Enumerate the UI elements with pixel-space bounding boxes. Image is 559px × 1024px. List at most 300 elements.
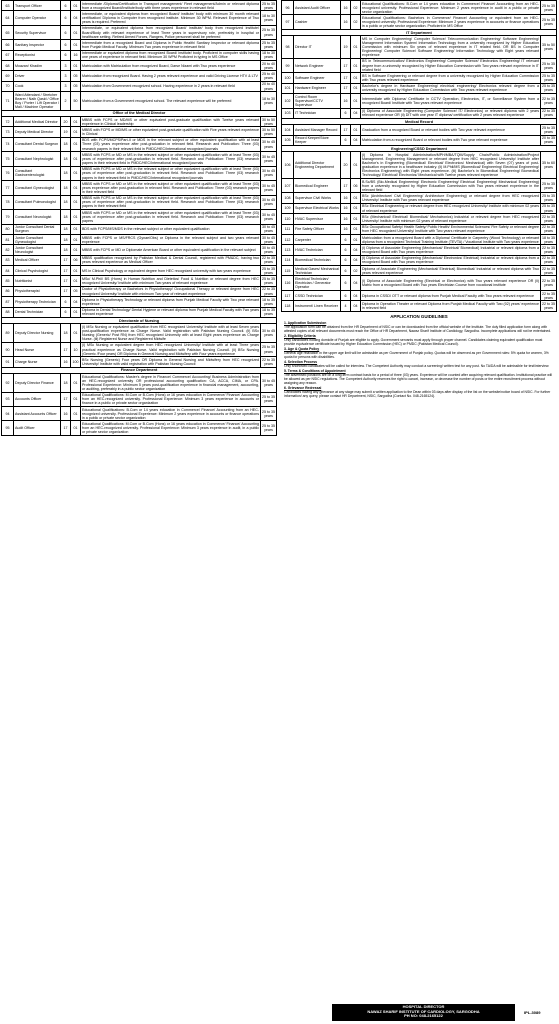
serial-number: 99	[282, 58, 294, 72]
post-name: Network Engineer	[294, 58, 341, 72]
post-name: Accounts Officer	[14, 392, 61, 406]
post-name: Supervisor Civil Works	[294, 193, 341, 203]
post-name: Consultant Neurologist	[14, 210, 61, 224]
serial-number: 111	[282, 224, 294, 234]
qualification: BSc (Architecture/ Civil Engineering/ Architecture Engineering) or relevant degree from HEC recognized University/ Institute with Two years relevant experience	[362, 194, 539, 203]
serial-number: 69	[2, 71, 14, 81]
serial-number: 101	[282, 83, 294, 93]
age-limit: 25 to 35 years	[262, 40, 275, 49]
qualification: Graduation from a recognized Board or relevant bodies with Two year relevant experience	[361, 125, 541, 135]
section-title: Engineering/CSSD Department	[282, 145, 557, 151]
bps-grade: 6	[61, 40, 71, 50]
post-row	[282, 224, 557, 234]
serial-number: 72	[2, 117, 14, 127]
post-row	[282, 83, 557, 93]
serial-number: 105	[282, 135, 294, 145]
serial-number: 86	[2, 286, 14, 296]
bps-grade: 17	[61, 421, 71, 435]
post-count: 01	[71, 392, 81, 406]
serial-number: 107	[282, 179, 294, 193]
bps-grade: 6	[341, 255, 351, 265]
post-name: Assistant Accounts Officer	[14, 406, 61, 420]
qualification: MBBS with FCPS or MD/MS or other equivalent post-graduate qualification with Five years relevant experience in Clinical	[82, 128, 259, 137]
qualification: BSc Occupational Safety/ Health Safety/ Public Health/ Environmental Sciences/ Fire Safety or relevant degree from HEC recognized University/ Institute with Two years relevant experience	[362, 225, 539, 234]
guideline-heading: 5. Terms & Conditions of Appointment	[284, 368, 346, 373]
age-limit: 22 to 35 years	[542, 256, 555, 265]
serial-number: 110	[282, 214, 294, 224]
qualification: Intermediate, or equivalent diploma from recognized Board/ institute/ body with minimum 30 month relevant certification/ Diploma in Computer from recognized institute. Minimum 30 WPM. Relevant Experience of Two years is required. Preferred	[82, 11, 259, 25]
age-limit: 25 to 40 years	[262, 72, 275, 81]
qualification: Intermediate from a recognized Board and Diploma in Public Health/ Sanitary Inspector or relevant diploma from Punjab Medical Faculty. Minimum Two years experience in relevant field	[82, 40, 259, 49]
post-count: 01	[71, 195, 81, 209]
post-name: Medical Gases/ Mechanical Technician	[295, 266, 339, 275]
post-row	[2, 1, 277, 11]
bps-grade: 16	[341, 224, 351, 234]
post-name: Assistant Manager Record	[294, 125, 341, 135]
age-limit: 22 to 35 years	[542, 291, 555, 300]
qualification: MBBS with FCPS or MD or MS in the relevant subject or other equivalent qualification with at least Three (03) years of experience after post-graduation in relevant field. Research and Publication: Three (03) research papers	[82, 210, 259, 223]
post-row	[2, 92, 277, 111]
post-count: 01	[71, 25, 81, 39]
qualification: (i) Diploma in Hospital Administration/MPH/MBA/TQM/Supply Chain/Public Administration/Project Management. Engineering Management or relevant degree from HEC recognized University/ Institute after Bachelor's in Engineering (Biomedical/ Electrical/ Electronics/ Mechanical) with Seven (07) years of post-graduation experience in a healthcare industry. (ii) M.Phil/MS (Biomedical/ Engineering/ Electrical Engineering/ Electronics Engineering) with Eight years experience. (iii) Bachelor's in Biomedical Engineering/ Biomedical Technology/ Electrical/ Electronics/ Mechanical with Twelve years relevant experience	[362, 152, 539, 178]
bps-grade: 17	[61, 342, 71, 356]
post-count: 01	[351, 203, 361, 213]
right-column	[281, 0, 557, 399]
posts-table-right	[281, 0, 557, 312]
post-count: 02	[351, 1, 361, 15]
serial-number: 88	[2, 307, 14, 317]
post-count: 01	[351, 234, 361, 244]
post-name: Cook	[14, 81, 61, 91]
post-row	[282, 152, 557, 179]
post-name: Driver	[14, 71, 61, 81]
application-guidelines	[281, 312, 557, 399]
section-title: Directorate of Nursing	[2, 317, 277, 323]
post-count: 01	[71, 166, 81, 180]
post-row	[2, 25, 277, 39]
serial-number: 78	[2, 195, 14, 209]
qualification: MBBS with FCPS or MD or Diplomate American Board or other equivalent qualification in the relevant subject	[81, 245, 261, 255]
post-count: 01	[71, 245, 81, 255]
bps-grade: 16	[61, 406, 71, 420]
post-count: 06	[71, 255, 81, 265]
post-name: Charge Nurse	[14, 357, 61, 367]
post-count: 01	[351, 125, 361, 135]
qualification: BDS with FCPS/MS/MDS in the relevant subject or other equivalent qualification	[81, 224, 261, 234]
age-limit: 30 to 50 years	[262, 117, 275, 126]
post-row	[2, 406, 277, 420]
bps-grade: 17	[341, 179, 351, 193]
post-name: Junior Consultant Neurologist	[14, 245, 61, 255]
qualification: B.Sc/BS (Bio-Medical Engineering/ Electronic Engineering/ Electrical Engineering/ Mechanical Engineering) from a university recognized by Higher Education Commission with Two years relevant experience in the relevant field	[362, 179, 539, 192]
post-count: 01	[71, 137, 81, 151]
age-limit: 25 to 35 years	[261, 421, 277, 435]
post-name: Sanitary Inspector	[14, 40, 61, 50]
serial-number: 87	[2, 297, 14, 307]
post-count: 06	[351, 179, 361, 193]
qualification: Educational Qualifications: B.Com or 14 years education in Commerce/ Finance/ Accounting from an HEC-recognized university. Professional Experience: Minimum 2 years experience in audit in a public or private sector organization	[362, 1, 539, 14]
post-name: Control Room Supervisor/CCTV Supervisor	[294, 94, 341, 108]
post-name: Consultant Dental Surgeon	[14, 137, 61, 151]
post-row	[2, 297, 277, 307]
bps-grade: 18	[61, 324, 71, 343]
post-name: Director IT	[294, 36, 341, 59]
qualification: Educational Qualifications: Bachelors in Commerce/ Finance/ Accounting or equivalent from an HEC-recognized university. Professional Experience: Minimum 2 years experience in accounts or finance operations in a public or private sector organization. Proficient in MS Office	[362, 16, 539, 29]
post-name: Assistant Audit Officer	[294, 1, 341, 15]
age-limit: 25 to 35 years	[261, 342, 277, 356]
post-row	[282, 193, 557, 203]
serial-number: 65	[2, 25, 14, 39]
qualification: Bachelor's degree in Hardware Engineering/ electrical engineering/ Electronics relevant degree from a university recognized by Higher Education Commission with Two years relevant experience	[362, 84, 539, 93]
bps-grade: 4	[341, 301, 351, 311]
post-row	[282, 276, 557, 290]
serial-number: 64	[2, 11, 14, 25]
left-column	[1, 0, 277, 436]
guideline-heading: 1. Application Submission	[284, 320, 327, 325]
bps-grade: 19	[61, 127, 71, 137]
post-count: 05	[71, 81, 81, 91]
post-row	[2, 181, 277, 195]
post-name: Fire Safety Officer	[294, 224, 341, 234]
age-limit: 25 to 35 years	[541, 15, 557, 29]
age-limit: 22 to 35 years	[542, 266, 555, 275]
bps-grade: 17	[341, 83, 351, 93]
post-count: 50	[71, 92, 81, 111]
age-limit: 18 to 35 years	[542, 235, 555, 244]
post-name: Biomedical Technician	[294, 255, 341, 265]
age-limit: 25 to 35 years	[541, 58, 557, 72]
age-limit: 18 to 30 years	[261, 11, 277, 25]
post-name: HVAC Technician	[294, 245, 341, 255]
bps-grade: 6	[341, 234, 351, 244]
qualification: MBBS qualification recognized by Pakistan Medical & Dental Council, registered with PM&DC, having two years relevant experience as Medical Officer	[82, 256, 259, 265]
bps-grade: 3	[61, 81, 71, 91]
post-name: Physiotherapy Technician	[14, 297, 61, 307]
post-name: Junior Consultant Gynecologist	[14, 234, 61, 244]
post-name: CSSD Technician	[294, 290, 341, 300]
post-name: HVAC Supervisor	[294, 214, 341, 224]
post-row	[282, 94, 557, 108]
age-limit: 20 to 40 years	[262, 82, 275, 91]
post-count: 01	[351, 214, 361, 224]
serial-number: 109	[282, 203, 294, 213]
qualification: Intermediate /Diploma/Certification in Transport management/ Fleet management/Admin or relevant diploma from a recognized Board/Institute/body with three years experience in relevant field	[82, 1, 259, 10]
bps-grade: 6	[341, 276, 351, 290]
bps-grade: 18	[61, 166, 71, 180]
post-row	[282, 203, 557, 213]
bps-grade: 19	[341, 36, 351, 59]
qualification: Intermediate with Diploma/ Certificate in CCTV Operation, Electronics, IT, or Surveillance System from a recognized Board/ Institute with Two years relevant experience	[361, 94, 541, 108]
post-name: Moazan/ Khadim	[14, 61, 61, 71]
post-row	[282, 255, 557, 265]
post-count: 04	[351, 135, 361, 145]
qualification: MS in Computer Engineering/ Computer Science/ Telecommunication Engineering/ Software Engineering/ Management Information System/ Information Technology from a university recognized by Higher Education Commission with minimum Six years of relevant experience in IT related field. OR BS in Computer Engineering/ Computer Science/ Software Engineering/ Information Technology with Eight years relevant experience	[362, 36, 539, 58]
post-name: IT Technician	[294, 108, 341, 118]
age-limit: 22 to 35 years	[541, 276, 557, 290]
post-row	[2, 276, 277, 286]
post-count: 02	[351, 266, 361, 276]
qualification: (i) Diploma of Associate Engineering (Mechanical/ Electrical/ Biomedical) Industrial or relevant diploma from a recognized Board with Two years experience	[362, 245, 539, 255]
serial-number: 104	[282, 125, 294, 135]
age-limit: 22 to 35 years	[262, 357, 275, 366]
post-count: 04	[351, 276, 361, 290]
serial-number: 108	[282, 193, 294, 203]
footer-line-3: PH NO: 048-2165122	[404, 1013, 443, 1019]
post-row	[282, 234, 557, 244]
bps-grade: 6	[341, 290, 351, 300]
qualification: MBBS with FCPS or MD/MS or other equivalent post-graduate qualification with Twelve years relevant experience in Clinical leadership	[82, 117, 259, 126]
bps-grade: 18	[61, 181, 71, 195]
post-count: 01	[71, 40, 81, 50]
post-row	[2, 50, 277, 60]
serial-number: 81	[2, 234, 14, 244]
serial-number: 76	[2, 166, 14, 180]
bps-grade: 16	[61, 357, 71, 367]
age-limit: 18 to 30 years	[262, 51, 275, 60]
post-name: Biomedical Engineer	[294, 179, 341, 193]
qualification: Diploma in Dental Technology/ Dental Hygiene or relevant diploma from Punjab Medical Faculty with Two years relevant experience	[82, 308, 259, 317]
bps-grade: 16	[341, 1, 351, 15]
guideline-text: General age relaxation in the upper age limit will be admissible as per Government of Punjab policy. Quotas will be observed as per Government rules: 5% quota for women, 3% quota for persons with disabilities.	[284, 350, 549, 359]
serial-number: 98	[282, 36, 294, 59]
post-name: Nutritionist	[14, 276, 61, 286]
post-row	[2, 117, 277, 127]
bps-grade: 17	[341, 73, 351, 83]
post-name: Hardware Engineer	[294, 83, 341, 93]
post-row	[282, 214, 557, 224]
age-limit: 22 to 35 years	[542, 214, 555, 223]
serial-number: 73	[2, 127, 14, 137]
bps-grade: 6	[61, 50, 71, 60]
guideline-heading: 4. Selection Process	[284, 359, 317, 364]
serial-number: 74	[2, 137, 14, 151]
age-limit: 25 to 35 years	[261, 406, 277, 420]
post-count: 01	[71, 61, 81, 71]
qualification: (i) MSc Nursing or equivalent qualification from HEC recognized University/ Institute with at least Seven years post-qualification experience as Charge Nurse. Valid registration with Pakistan Nursing Council. (ii) BSc Nursing (Generic/ Post RN) from HEC recognized University with at least Eight years experience as Charge Nurse. (iii) Registered Nurse and Registered Midwife	[82, 324, 259, 342]
bps-grade: 16	[341, 94, 351, 108]
age-limit: 30 to 45 years	[262, 225, 275, 234]
post-row	[2, 307, 277, 317]
qualification: Matriculation from a recognized Board with a Diploma/ Certificate in Carpentry (Wood Technology) or relevant diploma from a recognized Technical Training Institute (TEVTA) / Vocational Institute with Two years experience	[362, 235, 539, 244]
qualification: Educational Qualifications: M.Com or B.Com (Hons) or 16 years education in Commerce/ Finance/ Accounting from an HEC-recognized university. Professional Experience: Minimum 3 years experience in accounts or finance in a public or private sector organization	[82, 393, 259, 406]
serial-number: 93	[2, 392, 14, 406]
age-limit: 30 to 45 years	[261, 324, 277, 343]
age-limit: 25 to 35 years	[541, 179, 557, 193]
post-row	[2, 234, 277, 244]
qualification: Educational Qualifications: Master's degree in Finance/ Commerce/ Accounting/ Business Administration from an HEC-recognized university OR professional accounting qualification: CA, ACCA, CIMA, or CPA. Professional Experience: Minimum 5 years post-qualification experience in financial management, accounting, or auditing, preferably in a public sector organization	[82, 374, 259, 391]
post-name: Deputy Director Nursing	[14, 324, 61, 343]
guideline-heading: 3. Age & Quota Policy	[284, 346, 320, 351]
serial-number: 83	[2, 255, 14, 265]
post-row	[2, 71, 277, 81]
post-count: 01	[351, 152, 361, 179]
post-count: 01	[71, 234, 81, 244]
bps-grade: 18	[61, 137, 71, 151]
post-row	[2, 421, 277, 435]
post-name: Consultant Gynecologist	[14, 181, 61, 195]
serial-number: 82	[2, 245, 14, 255]
serial-number: 100	[282, 73, 294, 83]
bps-grade: 18	[61, 234, 71, 244]
age-limit: 25 to 35 years	[262, 266, 275, 275]
post-name: Electrical Technician/ Electrician / Generator Operator	[294, 276, 341, 290]
age-limit: 30 to 45 years	[261, 137, 277, 151]
age-limit: 25 to 35 years	[261, 25, 277, 39]
qualification: BS in Telecommunication/ Electronics Engineering/ Computer Science/ Electronics Engineering/ IT relevant degree from a university recognized by Higher Education Commission with Two years relevant experience in IT related field	[362, 59, 539, 72]
bps-grade: 18	[61, 195, 71, 209]
post-count: 01	[71, 266, 81, 276]
age-limit: 30 to 45 years	[261, 210, 277, 224]
bps-grade: 6	[61, 11, 71, 25]
age-limit: 20 to 40 years	[262, 61, 275, 70]
age-limit: 35 to 60 years	[541, 152, 557, 179]
bps-grade: 6	[61, 297, 71, 307]
serial-number: 102	[282, 94, 294, 108]
post-row	[2, 137, 277, 151]
post-row	[2, 255, 277, 265]
post-row	[2, 127, 277, 137]
qualification: (i) Diploma of Associate Engineering (Mechanical/ Electronics/ Electrical) Industrial or relevant diploma from a recognized Board with Two years experience	[362, 256, 539, 265]
bps-grade: 6	[341, 135, 351, 145]
post-count: 05	[71, 286, 81, 296]
post-name: Clinical Psychologist	[14, 266, 61, 276]
post-row	[282, 36, 557, 59]
bps-grade: 20	[61, 117, 71, 127]
post-row	[2, 61, 277, 71]
post-row	[2, 40, 277, 50]
post-count: 01	[351, 83, 361, 93]
age-limit: 18 to 30 years	[261, 92, 277, 111]
qualification: Diploma in Operation Theater or relevant Diploma from Punjab Medical Faculty with Two (02) years' experience in relevant field	[362, 301, 539, 310]
serial-number: 71	[2, 92, 14, 111]
bps-grade: 17	[341, 125, 351, 135]
post-row	[282, 1, 557, 15]
bps-grade: 6	[61, 1, 71, 11]
post-count: 05	[71, 71, 81, 81]
post-row	[2, 245, 277, 255]
serial-number: 114	[282, 255, 294, 265]
bps-grade: 18	[61, 210, 71, 224]
ipl-number: IPL-3089	[524, 1010, 541, 1015]
post-count: 04	[71, 11, 81, 25]
qualification: Matriculation with Matriculation from recognized Board, Darse Nizami with Two years experience	[81, 61, 261, 71]
bps-grade: 6	[341, 108, 351, 118]
post-count: 01	[71, 373, 81, 392]
post-row	[282, 125, 557, 135]
post-count: 04	[351, 245, 361, 255]
post-row	[2, 357, 277, 367]
post-count: 04	[351, 108, 361, 118]
serial-number: 96	[282, 1, 294, 15]
qualification: Matriculation from recognized Board. Having 2 years relevant experience and valid Driving License HTV & LTV	[81, 71, 261, 81]
post-row	[282, 179, 557, 193]
bps-grade: 2	[61, 92, 71, 111]
post-count: 01	[71, 307, 81, 317]
serial-number: 113	[282, 245, 294, 255]
qualification: BS in Software Engineering or relevant degree from a university recognized by Higher Education Commission with Two years relevant experience	[362, 73, 539, 83]
qualification: MBBS with FCPS or MD or MS in the relevant subject or other equivalent qualification with at least Three (03) years of experience after post-graduation in relevant field. Research and Publication: Three (03) research papers in their relevant field in PMDC/HEC/International recognized journals	[82, 152, 259, 166]
qualification: Educational Qualifications: M.Com or B.Com (Hons) or 16 years education in Commerce/ Finance/ Accounting from an HEC-recognized university. Professional Experience: Minimum 3 years experience in audit, in a public or private sector organization	[82, 422, 259, 435]
age-limit: 25 to 35 years	[541, 1, 557, 15]
post-row	[2, 11, 277, 25]
bps-grade: 17	[61, 392, 71, 406]
qualification: Diploma in Physiotherapy Technology or relevant diploma from Punjab Medical Faculty with Two year relevant experience	[82, 297, 259, 306]
post-row	[2, 392, 277, 406]
age-limit: 30 to 45 years	[261, 373, 277, 392]
serial-number: 79	[2, 210, 14, 224]
post-row	[282, 58, 557, 72]
serial-number: 67	[2, 50, 14, 60]
bps-grade: 17	[61, 266, 71, 276]
qualification: Diploma in CSSD/ OTT or relevant diploma from Punjab Medical Faculty with Two years relevant experience	[361, 290, 541, 300]
post-name: Software Engineer	[294, 73, 341, 83]
qualification: Intermediate or equivalent diploma from recognized Board/ institute/ body. Proficient in computer skills having one years of experience in relevant field. Minimum 30 WPM Proficient in typing in MS Office	[82, 51, 259, 60]
qualification: (i) Diploma of Associate Engineering (Electrical or Electronics) with Two years relevant experience OR (ii) Matric from a recognized Board with Two years Electrician Course from vocational institute	[361, 276, 541, 290]
post-count: 01	[71, 117, 81, 127]
serial-number: 77	[2, 181, 14, 195]
bps-grade: 3	[61, 61, 71, 71]
post-name: Instrument/ Linen Receiver	[294, 301, 341, 311]
post-count: 01	[71, 210, 81, 224]
qualification: Doctor of Physiotherapy or Bachelors in Physiotherapy/ Occupational Therapy or relevant degree from HEC recognized University/ Institute with minimum Two year of relevant experience	[82, 287, 259, 296]
post-name: Receptionist	[14, 50, 61, 60]
qualification: MBBS with FCPS or MS/FRCS (Gynae/Obs) or Diploma in the relevant subject and two years relevant experience	[82, 235, 259, 244]
post-count: 04	[351, 301, 361, 311]
guideline-heading: 6. Grievance Redressal	[284, 385, 322, 390]
post-count: 04	[351, 290, 361, 300]
serial-number: 117	[282, 290, 294, 300]
qualification: Educational Qualifications: B.Com or 14 years education in Commerce/ Finance/ Accounting from an HEC-recognized university. Professional Experience: Minimum 2 years experience in accounts or finance operations in a public or private sector organization	[82, 407, 259, 420]
bps-grade: 17	[61, 286, 71, 296]
age-limit: 30 to 45 years	[262, 245, 275, 255]
age-limit: 25 to 35 years	[542, 194, 555, 203]
serial-number: 95	[2, 421, 14, 435]
post-count: 01	[71, 181, 81, 195]
post-count: 01	[351, 224, 361, 234]
guideline-text: Candidates having any grievance at any stage may submit a written application to the Dean within 03 days after display of the list on the website/notice board of NSIC. For further information/ any query, please contact HR Department, NSIC, Sargodha (Contact No. 048-2165124).	[284, 389, 551, 398]
post-row	[2, 324, 277, 343]
age-limit: 22 to 35 years	[542, 245, 555, 255]
serial-number: 85	[2, 276, 14, 286]
post-row	[282, 73, 557, 83]
age-limit: 22 to 35 years	[262, 287, 275, 296]
age-limit: 22 to 35 years	[542, 109, 555, 118]
post-name: Consultant Nephrologist	[14, 152, 61, 166]
serial-number: 118	[282, 301, 294, 311]
post-name: Cashier	[294, 15, 341, 29]
qualification: MBBS with FCPS or MD or MS in the relevant subject or other equivalent qualification with at least Three (03) years of experience after post-graduation in relevant field. Research and Publication: Three (03) research papers in their relevant field	[82, 196, 259, 209]
age-limit: 25 to 35 years	[542, 84, 555, 93]
bps-grade: 20	[341, 152, 351, 179]
qualification: Diploma of Associate Engineering (Mechanical/ Electrical) Biomedical/ Industrial or relevant diploma with Two years relevant experience	[362, 266, 539, 275]
post-count: 01	[351, 94, 361, 108]
post-count: 10	[71, 342, 81, 356]
post-name: Head Nurse	[14, 342, 61, 356]
bps-grade: 18	[61, 373, 71, 392]
age-limit: 25 to 35 years	[262, 1, 275, 10]
guideline-heading: 2. Eligibility Criteria	[284, 333, 316, 338]
post-count: 01	[71, 324, 81, 343]
guidelines-title: APPLICATION GUIDELINES	[390, 313, 448, 319]
post-name: Additional Medical Director	[14, 117, 61, 127]
serial-number: 89	[2, 324, 14, 343]
qualification: BSc (Mechanical/ Electrical/ Biomedical/ Mechatronics) Industrial or relevant degree from HEC recognized University/ Institute with minimum 02 years of relevant experience	[362, 214, 539, 223]
post-count: 01	[351, 193, 361, 203]
post-row	[2, 266, 277, 276]
age-limit: 18 to 35 years	[262, 297, 275, 306]
post-row	[2, 152, 277, 166]
serial-number: 97	[282, 15, 294, 29]
